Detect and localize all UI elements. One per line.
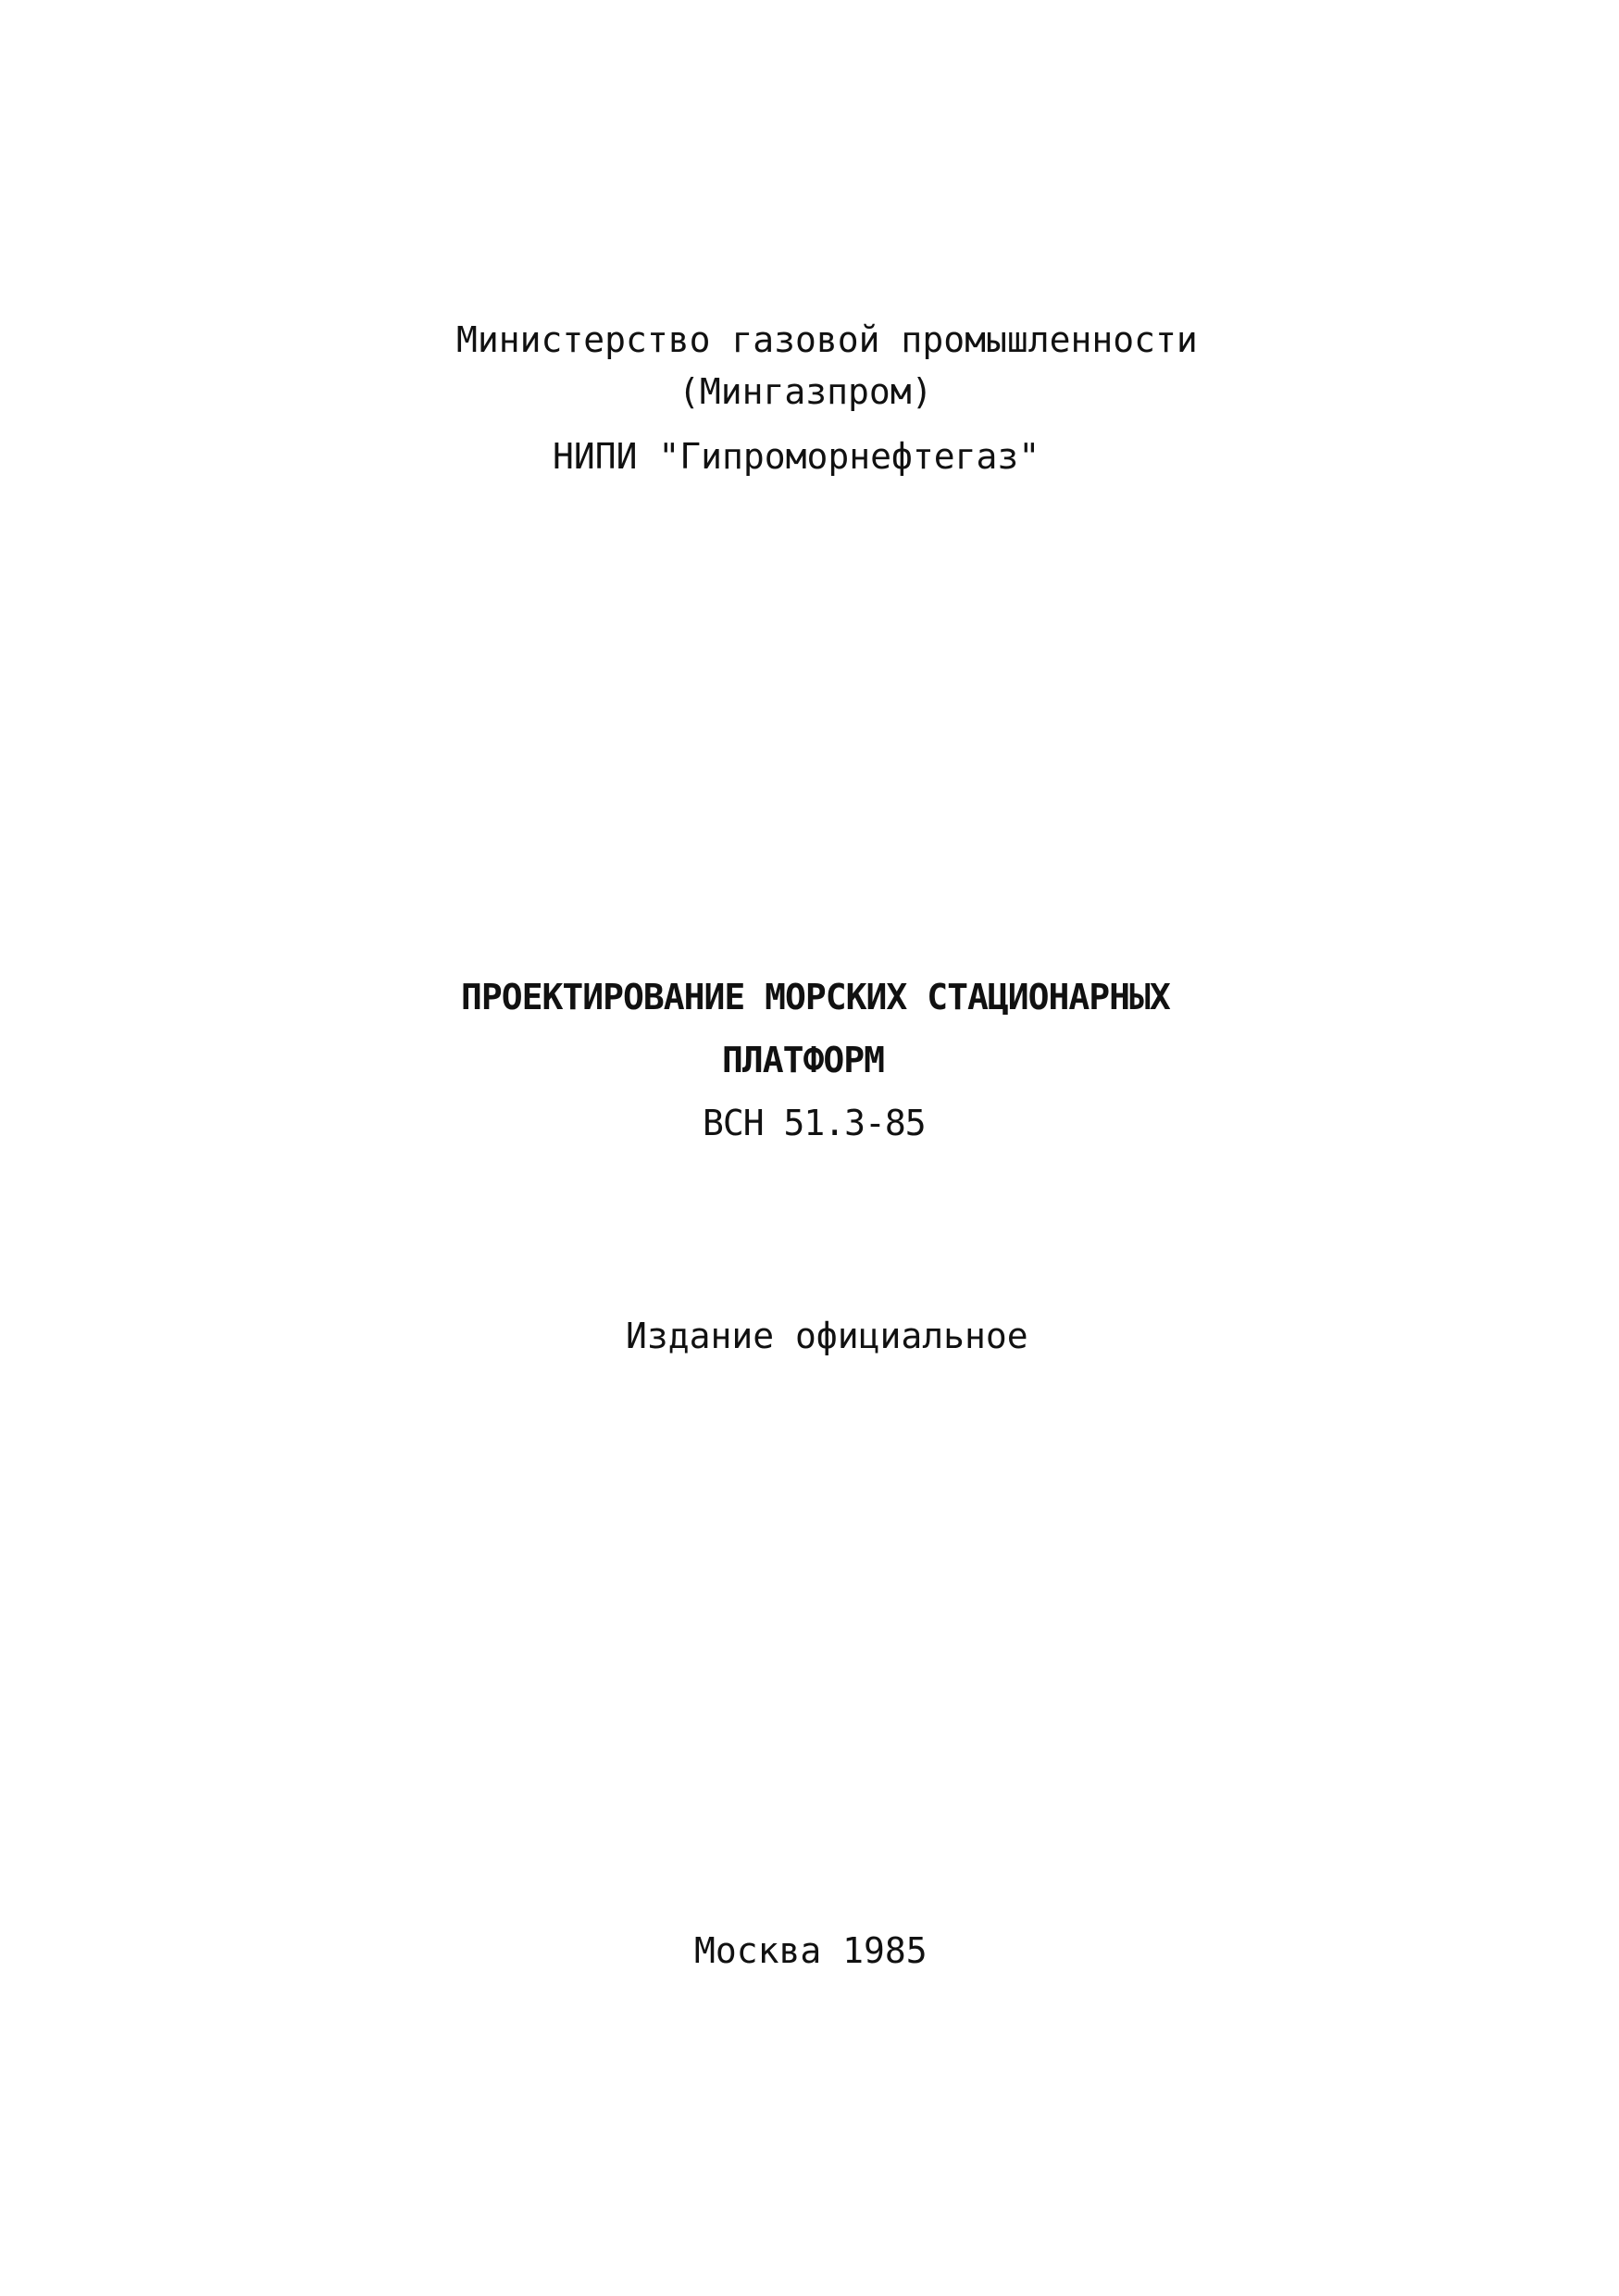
imprint-place-year: Москва 1985	[694, 1930, 928, 1971]
edition-label: Издание официальное	[626, 1316, 1028, 1356]
ministry-name: Министерство газовой промышленности	[456, 319, 1198, 360]
document-title-line-2: ПЛАТФОРМ	[722, 1040, 885, 1080]
document-title-line-1: ПРОЕКТИРОВАНИЕ МОРСКИХ СТАЦИОНАРНЫХ	[461, 977, 1170, 1017]
ministry-abbreviation: (Мингазпром)	[679, 371, 933, 412]
document-code: ВСН 51.3-85	[703, 1103, 926, 1143]
institute-name: НИПИ "Гипроморнефтегаз"	[553, 436, 1040, 477]
